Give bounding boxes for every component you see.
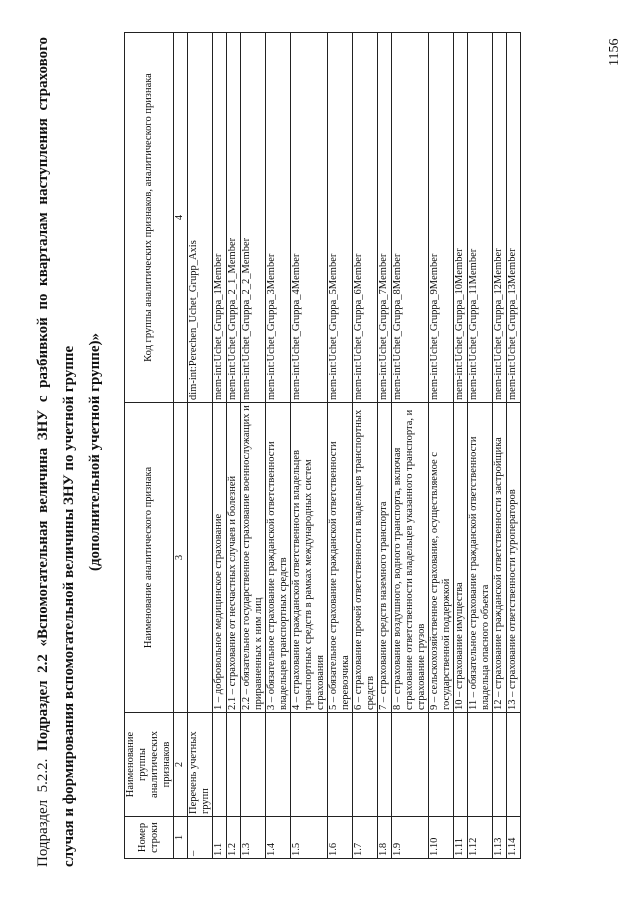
feature-code: mem-int:Uchet_Gruppa_10Member — [454, 33, 468, 403]
group-name — [429, 713, 454, 817]
row-number: 1.11 — [454, 817, 468, 859]
analytics-table — [124, 32, 521, 859]
row-number: 1.2 — [227, 817, 241, 859]
row-number: 1.5 — [291, 817, 328, 859]
feature-name: 6 – страхование прочей ответственности владельцев транспортных средств — [353, 403, 378, 713]
header-row-number: Номер строки — [125, 817, 174, 859]
feature-name: 2.2 – обязательное государственное страхование военнослужащих и приравненных к ним лиц — [241, 403, 266, 713]
row-number: 1.3 — [241, 817, 266, 859]
group-name — [241, 713, 266, 817]
row-number: 1.12 — [468, 817, 493, 859]
table-row — [392, 33, 429, 859]
group-name — [454, 713, 468, 817]
feature-code: mem-int:Uchet_Gruppa_11Member — [468, 33, 493, 403]
row-number: 1.7 — [353, 817, 378, 859]
feature-name: 3 – обязательное страхование гражданской ответственности владельцев транспортных средств — [266, 403, 291, 713]
column-number: 2 — [174, 713, 188, 817]
header-code: Код группы аналитических признаков, аналитического признака — [125, 33, 174, 403]
group-name — [227, 713, 241, 817]
row-number: 1.14 — [507, 817, 521, 859]
group-name — [378, 713, 392, 817]
group-name — [291, 713, 328, 817]
table-column-numbers — [174, 33, 188, 859]
table-row — [378, 33, 392, 859]
table-row — [266, 33, 291, 859]
feature-name: 2.1 – страхование от несчастных случаев и болезней — [227, 403, 241, 713]
group-name — [507, 713, 521, 817]
feature-name: 11 – обязательное страхование гражданской ответственности владельца опасного объекта — [468, 403, 493, 713]
group-name: Перечень учетных групп — [188, 713, 213, 817]
group-name — [392, 713, 429, 817]
feature-code: mem-int:Uchet_Gruppa_7Member — [378, 33, 392, 403]
feature-name: 13 – страхование ответственности туроператоров — [507, 403, 521, 713]
section-heading — [30, 37, 108, 867]
table-row — [507, 33, 521, 859]
feature-code: mem-int:Uchet_Gruppa_3Member — [266, 33, 291, 403]
feature-name — [188, 403, 213, 713]
row-number: 1.6 — [328, 817, 353, 859]
group-name — [328, 713, 353, 817]
table-row — [188, 33, 213, 859]
table-header-row — [125, 33, 174, 859]
group-name — [353, 713, 378, 817]
feature-code: mem-int:Uchet_Gruppa_1Member — [213, 33, 227, 403]
feature-name: 4 – страхование гражданской ответственности владельцев транспортных средств в рамках международных систем страхования — [291, 403, 328, 713]
column-number: 4 — [174, 33, 188, 403]
table-row — [291, 33, 328, 859]
group-name — [493, 713, 507, 817]
group-name — [468, 713, 493, 817]
row-number: 1.4 — [266, 817, 291, 859]
feature-code: mem-int:Uchet_Gruppa_12Member — [493, 33, 507, 403]
heading-title: Подраздел 2.2 «Вспомогательная величина ЗНУ с разбивкой по кварталам наступления страхового случая и формирования вспомогательной величины ЗНУ по учетной группе — [35, 36, 77, 867]
table-row — [328, 33, 353, 859]
feature-code: mem-int:Uchet_Gruppa_4Member — [291, 33, 328, 403]
column-number: 1 — [174, 817, 188, 859]
feature-name: 1 – добровольное медицинское страхование — [213, 403, 227, 713]
feature-name: 12 – страхование гражданской ответственности застройщика — [493, 403, 507, 713]
feature-code: mem-int:Uchet_Gruppa_5Member — [328, 33, 353, 403]
row-number: 1.1 — [213, 817, 227, 859]
row-number: 1.8 — [378, 817, 392, 859]
table-row — [353, 33, 378, 859]
row-number: 1.10 — [429, 817, 454, 859]
header-group-name: Наименование группы аналитических признаков — [125, 713, 174, 817]
row-number: 1.9 — [392, 817, 429, 859]
feature-name: 9 – сельскохозяйственное страхование, осуществляемое с государственной поддержкой — [429, 403, 454, 713]
heading-lead: Подраздел 5.2.2. — [35, 751, 51, 867]
group-name — [266, 713, 291, 817]
feature-code: mem-int:Uchet_Gruppa_13Member — [507, 33, 521, 403]
group-name — [213, 713, 227, 817]
table-row — [213, 33, 227, 859]
heading-subtitle: (дополнительной учетной группе)» — [87, 332, 103, 572]
feature-code: mem-int:Uchet_Gruppa_2_1_Member — [227, 33, 241, 403]
row-number: – — [188, 817, 213, 859]
feature-code: mem-int:Uchet_Gruppa_2_2_Member — [241, 33, 266, 403]
table-row — [241, 33, 266, 859]
feature-name: 10 – страхование имущества — [454, 403, 468, 713]
table-row — [227, 33, 241, 859]
row-number: 1.13 — [493, 817, 507, 859]
page-number: 1156 — [607, 38, 622, 66]
feature-code: mem-int:Uchet_Gruppa_8Member — [392, 33, 429, 403]
feature-name: 5 – обязательное страхование гражданской ответственности перевозчика — [328, 403, 353, 713]
feature-code: mem-int:Uchet_Gruppa_9Member — [429, 33, 454, 403]
table-row — [429, 33, 454, 859]
column-number: 3 — [174, 403, 188, 713]
feature-code: dim-int:Perechen_Uchet_Grupp_Axis — [188, 33, 213, 403]
table-row — [454, 33, 468, 859]
table-row — [493, 33, 507, 859]
feature-name: 8 – страхование воздушного, водного транспорта, включая страхование ответственности владельцев указанного транспорта, и страхование грузов — [392, 403, 429, 713]
table-row — [468, 33, 493, 859]
feature-name: 7 – страхование средств наземного транспорта — [378, 403, 392, 713]
header-feature-name: Наименование аналитического признака — [125, 403, 174, 713]
feature-code: mem-int:Uchet_Gruppa_6Member — [353, 33, 378, 403]
